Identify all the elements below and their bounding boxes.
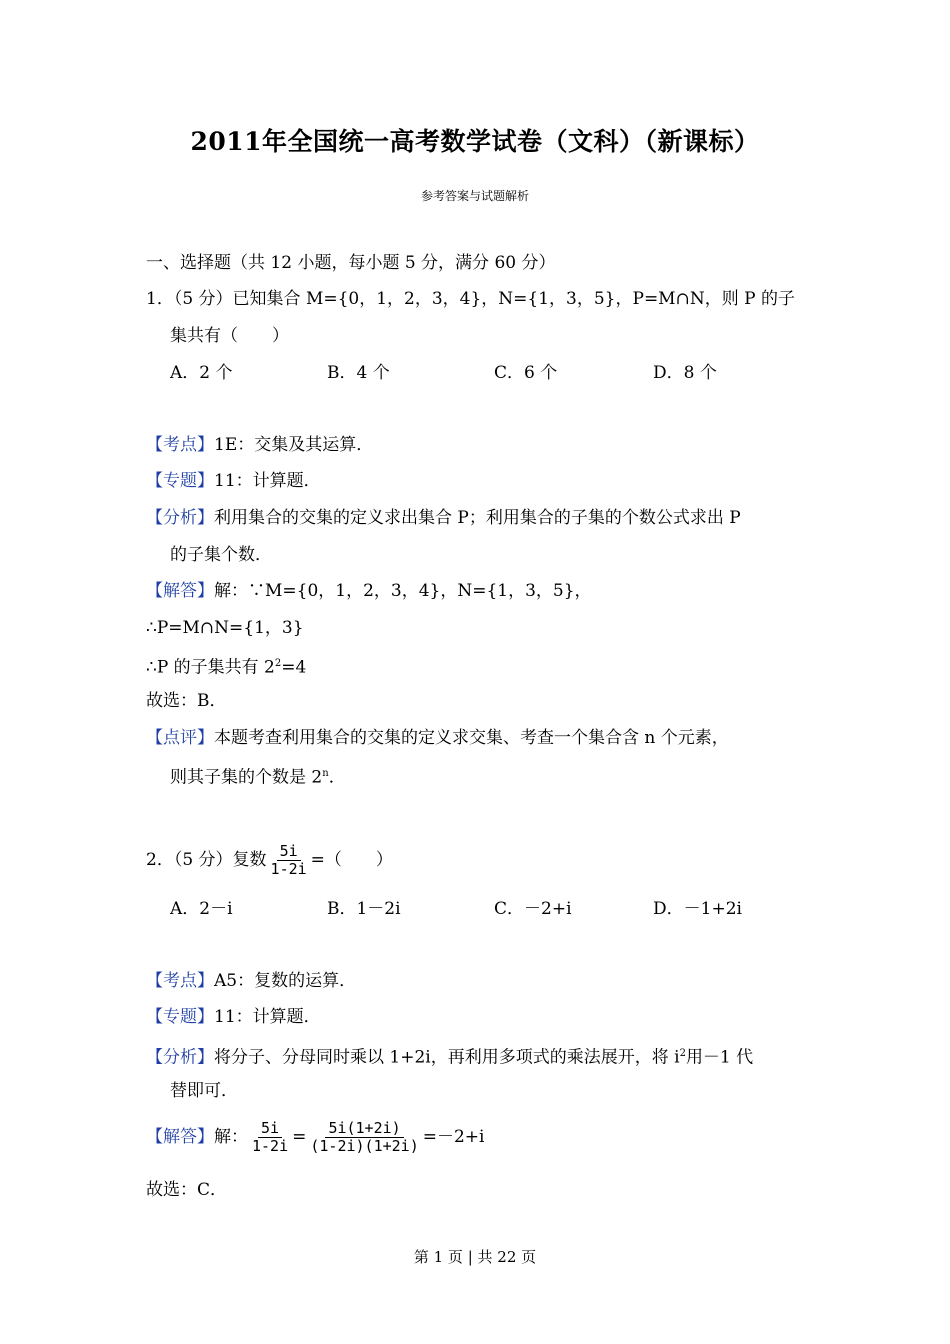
q2-jieda-fraction-1 — [249, 1120, 291, 1155]
q2-jieda-fraction-1-denominator: 1-2i — [252, 1137, 289, 1155]
q1-option-c: C．6 个 — [494, 363, 558, 383]
q1-option-b: B．4 个 — [327, 363, 390, 383]
q2-zhuanti — [146, 1006, 321, 1028]
q1-stem-line1: 1．（5 分）已知集合 M={0，1，2，3，4}，N={1，3，5}，P=M∩N，则 P 的子 — [146, 289, 795, 309]
q1-stem-line2: 集共有（ ） — [170, 326, 289, 346]
section-heading: 一、选择题（共 12 小题，每小题 5 分，满分 60 分） — [146, 253, 556, 273]
q1-zhuanti-tag: 【专题】 — [146, 471, 214, 491]
page-title: 2011年全国统一高考数学试卷（文科）（新课标） — [190, 127, 760, 156]
q2-option-a: A．2－i — [170, 899, 233, 919]
q1-dianping-line2-post: ． — [328, 767, 346, 788]
q2-option-d: D．－1+2i — [653, 899, 742, 919]
q1-dianping-text: 本题考查利用集合的交集的定义求交集、考查一个集合含 n 个元素， — [214, 728, 729, 748]
q1-jieda-line3-sup: 2 — [274, 658, 282, 669]
q2-stem — [146, 842, 393, 878]
q2-jieda-fraction-2 — [307, 1120, 421, 1155]
q2-jieda-prefix: 解： — [214, 1127, 248, 1147]
q1-kaodian-text: 1E：交集及其运算． — [214, 435, 374, 455]
q1-guxuan: 故选：B． — [146, 691, 227, 711]
q1-zhuanti — [146, 470, 321, 492]
q2-jieda-fraction-2-numerator: 5i(1+2i) — [325, 1120, 403, 1138]
q2-jieda-result: =－2+i — [422, 1127, 485, 1147]
q1-jieda-tag: 【解答】 — [146, 581, 214, 601]
q1-dianping-line2-pre: 则其子集的个数是 2 — [170, 767, 323, 788]
q1-dianping-line2-sup: n — [322, 768, 329, 779]
q2-fenxi-text-post: 用－1 代 — [685, 1047, 754, 1068]
q1-dianping-line2 — [170, 763, 346, 789]
q1-fenxi — [146, 507, 741, 529]
q2-kaodian-tag: 【考点】 — [146, 971, 214, 991]
q1-option-d: D．8 个 — [653, 363, 717, 383]
q2-fenxi-text-pre: 将分子、分母同时乘以 1+2i，再利用多项式的乘法展开，将 i — [214, 1047, 680, 1068]
q2-jieda-fraction-2-denominator: (1-2i)(1+2i) — [310, 1137, 419, 1155]
q1-fenxi-line2: 的子集个数． — [170, 545, 272, 565]
q2-kaodian — [146, 970, 356, 992]
q2-fenxi-line2: 替即可． — [170, 1081, 238, 1101]
q2-zhuanti-text: 11：计算题． — [214, 1007, 321, 1027]
q1-jieda-text: 解：∵M={0，1，2，3，4}，N={1，3，5}， — [214, 581, 592, 601]
q1-option-a: A．2 个 — [170, 363, 233, 383]
q2-fraction-denominator: 1-2i — [270, 860, 307, 878]
q2-jieda-equals: = — [292, 1127, 307, 1147]
q2-fenxi-sup: 2 — [679, 1048, 686, 1059]
q2-option-c: C．－2+i — [494, 899, 572, 919]
q2-stem-suffix: =（ ） — [310, 850, 393, 870]
q2-jieda — [146, 1118, 485, 1156]
q1-kaodian — [146, 434, 373, 456]
page-subtitle: 参考答案与试题解析 — [420, 189, 529, 203]
q2-fraction-numerator: 5i — [277, 843, 301, 861]
q2-fenxi — [146, 1043, 753, 1069]
q1-fenxi-tag: 【分析】 — [146, 508, 214, 528]
q2-guxuan: 故选：C． — [146, 1180, 228, 1200]
q1-jieda-line3-post: =4 — [281, 657, 307, 678]
q1-kaodian-tag: 【考点】 — [146, 435, 214, 455]
q1-fenxi-text: 利用集合的交集的定义求出集合 P；利用集合的子集的个数公式求出 P — [214, 508, 741, 528]
q2-jieda-fraction-1-numerator: 5i — [258, 1120, 282, 1138]
q2-jieda-tag: 【解答】 — [146, 1127, 214, 1147]
q2-zhuanti-tag: 【专题】 — [146, 1007, 214, 1027]
q1-dianping — [146, 727, 729, 749]
q1-dianping-tag: 【点评】 — [146, 728, 214, 748]
q1-jieda-line3 — [146, 653, 306, 679]
q1-jieda-line3-pre: ∴P 的子集共有 2 — [146, 657, 275, 678]
q1-jieda-line2: ∴P=M∩N={1，3} — [146, 618, 304, 638]
q2-kaodian-text: A5：复数的运算． — [214, 971, 357, 991]
page-footer: 第 1 页 | 共 22 页 — [413, 1248, 537, 1266]
q2-fenxi-tag: 【分析】 — [146, 1047, 214, 1068]
q2-stem-prefix: 2．（5 分）复数 — [146, 850, 267, 870]
q2-option-b: B．1－2i — [327, 899, 401, 919]
q1-zhuanti-text: 11：计算题． — [214, 471, 321, 491]
q2-stem-fraction — [268, 843, 310, 878]
q1-jieda — [146, 580, 592, 602]
